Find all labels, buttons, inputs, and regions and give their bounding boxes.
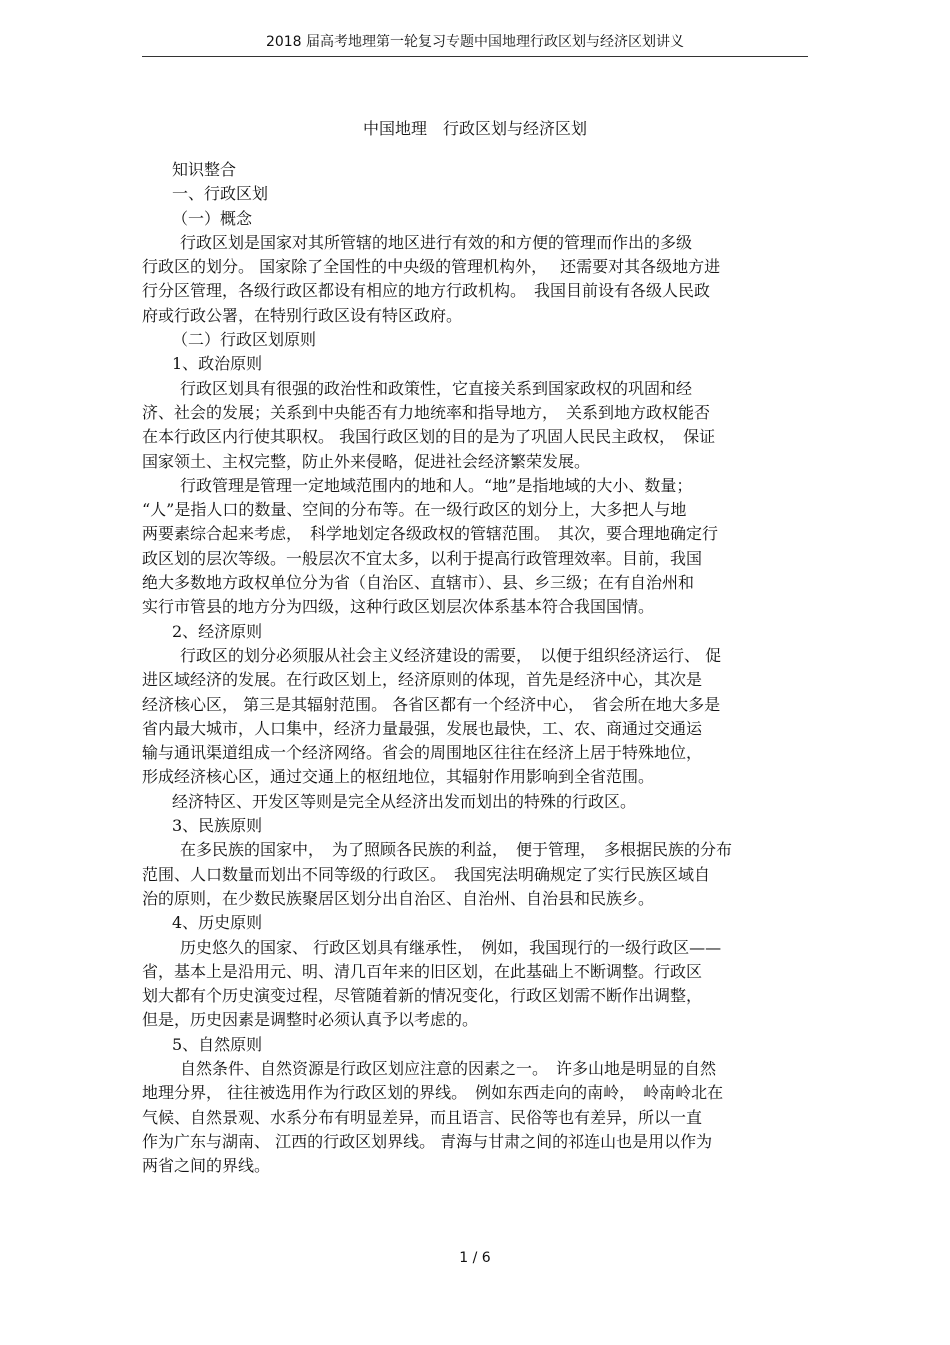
text-line: 府或行政公署，在特别行政区设有特区政府。: [142, 305, 463, 325]
text-line: 行政区划具有很强的政治性和政策性，它直接关系到国家政权的巩固和经: [180, 378, 693, 398]
text-line: 5、自然原则: [172, 1034, 263, 1054]
text-line: 2、经济原则: [172, 621, 263, 641]
text-line: 3、民族原则: [172, 816, 263, 836]
text-line: 气候、自然景观、水系分布有明显差异，而且语言、民俗等也有差异，所以一直: [142, 1107, 703, 1127]
text-line: 历史悠久的国家、 行政区划具有继承性， 例如，我国现行的一级行政区——: [180, 937, 722, 957]
text-line: “人”是指人口的数量、空间的分布等。在一级行政区的划分上，大多把人与地: [142, 500, 687, 520]
text-line: 省内最大城市，人口集中，经济力量最强，发展也最快，工、农、商通过交通运: [142, 718, 703, 738]
text-line: 地理分界， 往往被选用作为行政区划的界线。 例如东西走向的南岭， 岭南岭北在: [142, 1083, 724, 1103]
page-number: 1 / 6: [459, 1250, 491, 1266]
text-line: （二）行政区划原则: [172, 330, 317, 350]
text-line: 进区域经济的发展。在行政区划上，经济原则的体现，首先是经济中心，其次是: [142, 670, 703, 690]
text-line: 4、历史原则: [172, 913, 263, 933]
document-title: 中国地理 行政区划与经济区划: [362, 119, 587, 138]
text-line: 济、社会的发展；关系到中央能否有力地统率和指导地方， 关系到地方政权能否: [142, 402, 711, 422]
text-line: 知识整合: [172, 160, 237, 179]
text-line: 在本行政区内行使其职权。 我国行政区划的目的是为了巩固人民民主政权， 保证: [142, 427, 716, 447]
document-body: [142, 158, 808, 1178]
text-line: （一）概念: [172, 208, 253, 228]
text-line: 经济核心区， 第三是其辐射范围。 各省区都有一个经济中心， 省会所在地大多是: [142, 694, 721, 714]
text-line: 省，基本上是沿用元、明、清几百年来的旧区划，在此基础上不断调整。行政区: [142, 961, 703, 981]
text-line: 划大都有个历史演变过程，尽管随着新的情况变化，行政区划需不断作出调整，: [142, 986, 703, 1006]
text-line: 一、行政区划: [172, 184, 269, 204]
text-line: 行政区划是国家对其所管辖的地区进行有效的和方便的管理而作出的多级: [180, 232, 693, 252]
text-line: 在多民族的国家中， 为了照顾各民族的利益， 便于管理， 多根据民族的分布: [180, 840, 733, 860]
text-line: 经济特区、开发区等则是完全从经济出发而划出的特殊的行政区。: [172, 791, 637, 811]
text-line: 自然条件、自然资源是行政区划应注意的因素之一。 许多山地是明显的自然: [180, 1058, 717, 1078]
text-line: 1、政治原则: [172, 354, 263, 374]
text-line: 行政区的划分必须服从社会主义经济建设的需要， 以便于组织经济运行、 促: [180, 645, 722, 665]
text-line: 两要素综合起来考虑， 科学地划定各级政权的管辖范围。 其次，要合理地确定行: [142, 524, 719, 544]
text-line: 范围、人口数量而划出不同等级的行政区。 我国宪法明确规定了实行民族区域自: [142, 864, 711, 884]
text-line: 政区划的层次等级。一般层次不宜太多，以利于提高行政管理效率。目前，我国: [142, 548, 703, 568]
text-line: 输与通讯渠道组成一个经济网络。省会的周围地区往往在经济上居于特殊地位，: [142, 743, 703, 763]
text-line: 实行市管县的地方分为四级，这种行政区划层次体系基本符合我国国情。: [142, 597, 655, 617]
text-line: 但是，历史因素是调整时必须认真予以考虑的。: [142, 1010, 479, 1030]
text-line: 绝大多数地方政权单位分为省（自治区、直辖市）、县、乡三级；在有自治州和: [142, 573, 695, 593]
text-line: 国家领土、主权完整，防止外来侵略，促进社会经济繁荣发展。: [142, 451, 591, 471]
text-line: 治的原则，在少数民族聚居区划分出自治区、自治州、自治县和民族乡。: [142, 888, 655, 908]
text-line: 行政管理是管理一定地域范围内的地和人。“地”是指地域的大小、数量；: [180, 475, 693, 495]
text-line: 行政区的划分。 国家除了全国性的中央级的管理机构外， 还需要对其各级地方进: [142, 257, 721, 277]
text-line: 形成经济核心区，通过交通上的枢纽地位，其辐射作用影响到全省范围。: [142, 767, 655, 787]
text-line: 作为广东与湖南、 江西的行政区划界线。 青海与甘肃之间的祁连山也是用以作为: [142, 1131, 713, 1151]
header-rule: [142, 56, 808, 57]
text-line: 两省之间的界线。: [142, 1156, 271, 1176]
text-line: 行分区管理，各级行政区都设有相应的地方行政机构。 我国目前设有各级人民政: [142, 281, 711, 301]
running-header: 2018 届高考地理第一轮复习专题中国地理行政区划与经济区划讲义: [265, 34, 685, 50]
